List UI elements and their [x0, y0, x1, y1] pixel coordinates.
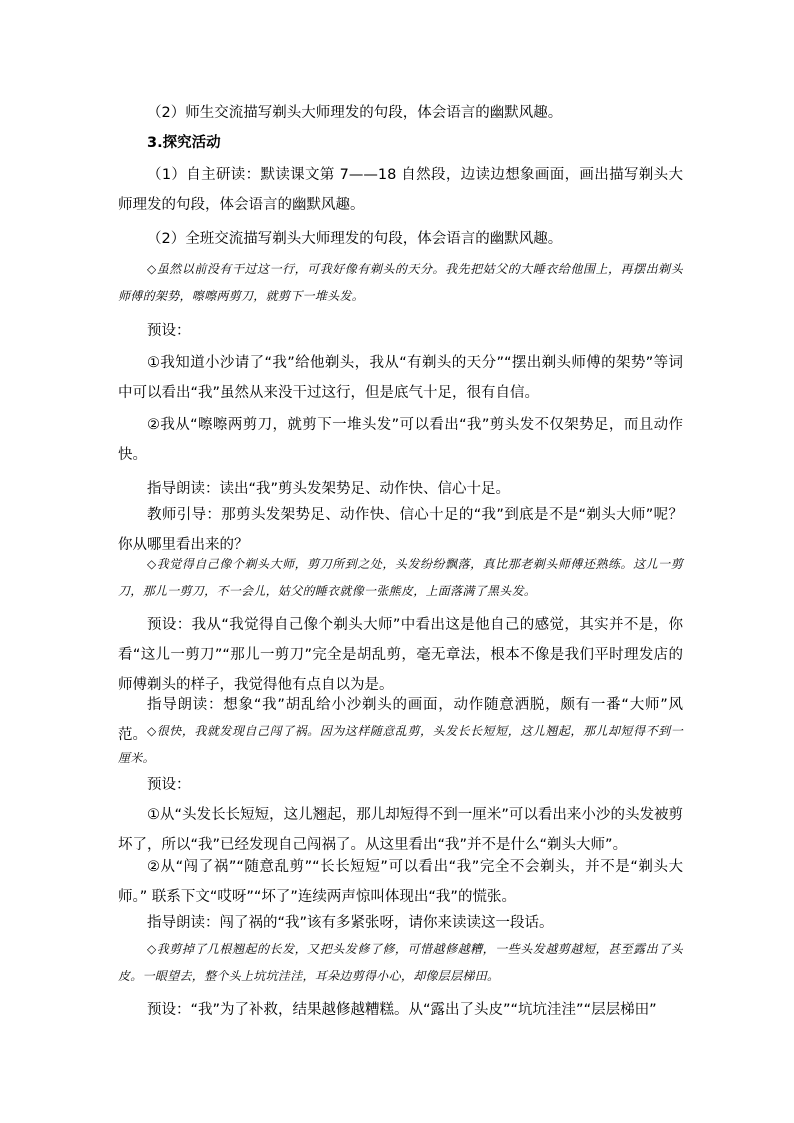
paragraph: （2）全班交流描写剃头大师理发的句段，体会语言的幽默风趣。 — [147, 231, 563, 247]
paragraph: 教师引导：那剪头发架势足、动作快、信心十足的“我”到底是不是“剃头大师”呢？你从哪里看出来的？ — [118, 507, 683, 553]
paragraph: 指导朗读：闯了祸的“我”该有多紧张呀，请你来读读这一段话。 — [147, 915, 554, 931]
paragraph: ①从“头发长长短短，这儿翘起，那儿却短得不到一厘米”可以看出来小沙的头发被剪坏了，所以“我”已经发现自己闯祸了。从这里看出“我”并不是什么“剃头大师”。 — [118, 807, 683, 853]
quoted-text: ◇我剪掉了几根翘起的长发，又把头发修了修，可惜越修越糟，一些头发越剪越短，甚至露出了头皮。一眼望去，整个头上坑坑洼洼，耳朵边剪得小心，却像层层梯田。 — [118, 942, 683, 983]
paragraph: 预设： — [147, 777, 191, 793]
quoted-text: ◇很快，我就发现自己闯了祸。因为这样随意乱剪，头发长长短短，这儿翘起，那儿却短得不到一厘米。 — [118, 724, 683, 765]
paragraph: 指导朗读：读出“我”剪头发架势足、动作快、信心十足。 — [147, 481, 511, 497]
quoted-text: ◇我觉得自己像个剃头大师，剪刀所到之处，头发纷纷飘落，真比那老剃头师傅还熟练。这儿一剪刀，那儿一剪刀，不一会儿，姑父的睡衣就像一张熊皮，上面落满了黑头发。 — [118, 557, 683, 598]
paragraph: （2）师生交流描写剃头大师理发的句段，体会语言的幽默风趣。 — [147, 105, 563, 121]
paragraph: ①我知道小沙请了“我”给他剃头，我从“有剃头的天分”“摆出剃头师傅的架势”等词中可以看出“我”虽然从来没干过这行，但是底气十足，很有自信。 — [118, 355, 683, 401]
paragraph: 指导朗读：想象“我”胡乱给小沙剃头的画面，动作随意洒脱，颇有一番“大师”风范。 — [118, 697, 683, 743]
paragraph: ②从“闯了祸”“随意乱剪”“长长短短”可以看出“我”完全不会剃头，并不是“剃头大师。” 联系下文“哎呀”“坏了”连续两声惊叫体现出“我”的慌张。 — [118, 859, 683, 905]
paragraph: 预设：我从“我觉得自己像个剃头大师”中看出这是他自己的感觉，其实并不是，你看“这儿一剪刀”“那儿一剪刀”完全是胡乱剪，毫无章法，根本不像是我们平时理发店的师傅剃头的样子，我觉得他有点自以为是。 — [118, 617, 683, 693]
paragraph: （1）自主研读：默读课文第 7——18 自然段，边读边想象画面，画出描写剃头大师理发的句段，体会语言的幽默风趣。 — [118, 167, 683, 213]
quoted-text: ◇虽然以前没有干过这一行，可我好像有剃头的天分。我先把姑父的大睡衣给他围上，再摆出剃头师傅的架势，嚓嚓两剪刀，就剪下一堆头发。 — [118, 262, 683, 303]
paragraph: 预设： — [147, 323, 191, 339]
section-heading: 3.探究活动 — [147, 135, 221, 151]
paragraph: ②我从“嚓嚓两剪刀，就剪下一堆头发”可以看出“我”剪头发不仅架势足，而且动作快。 — [118, 417, 683, 463]
paragraph: 预设：“我”为了补救，结果越修越糟糕。从“露出了头皮”“坑坑洼洼”“层层梯田” — [147, 1002, 657, 1018]
